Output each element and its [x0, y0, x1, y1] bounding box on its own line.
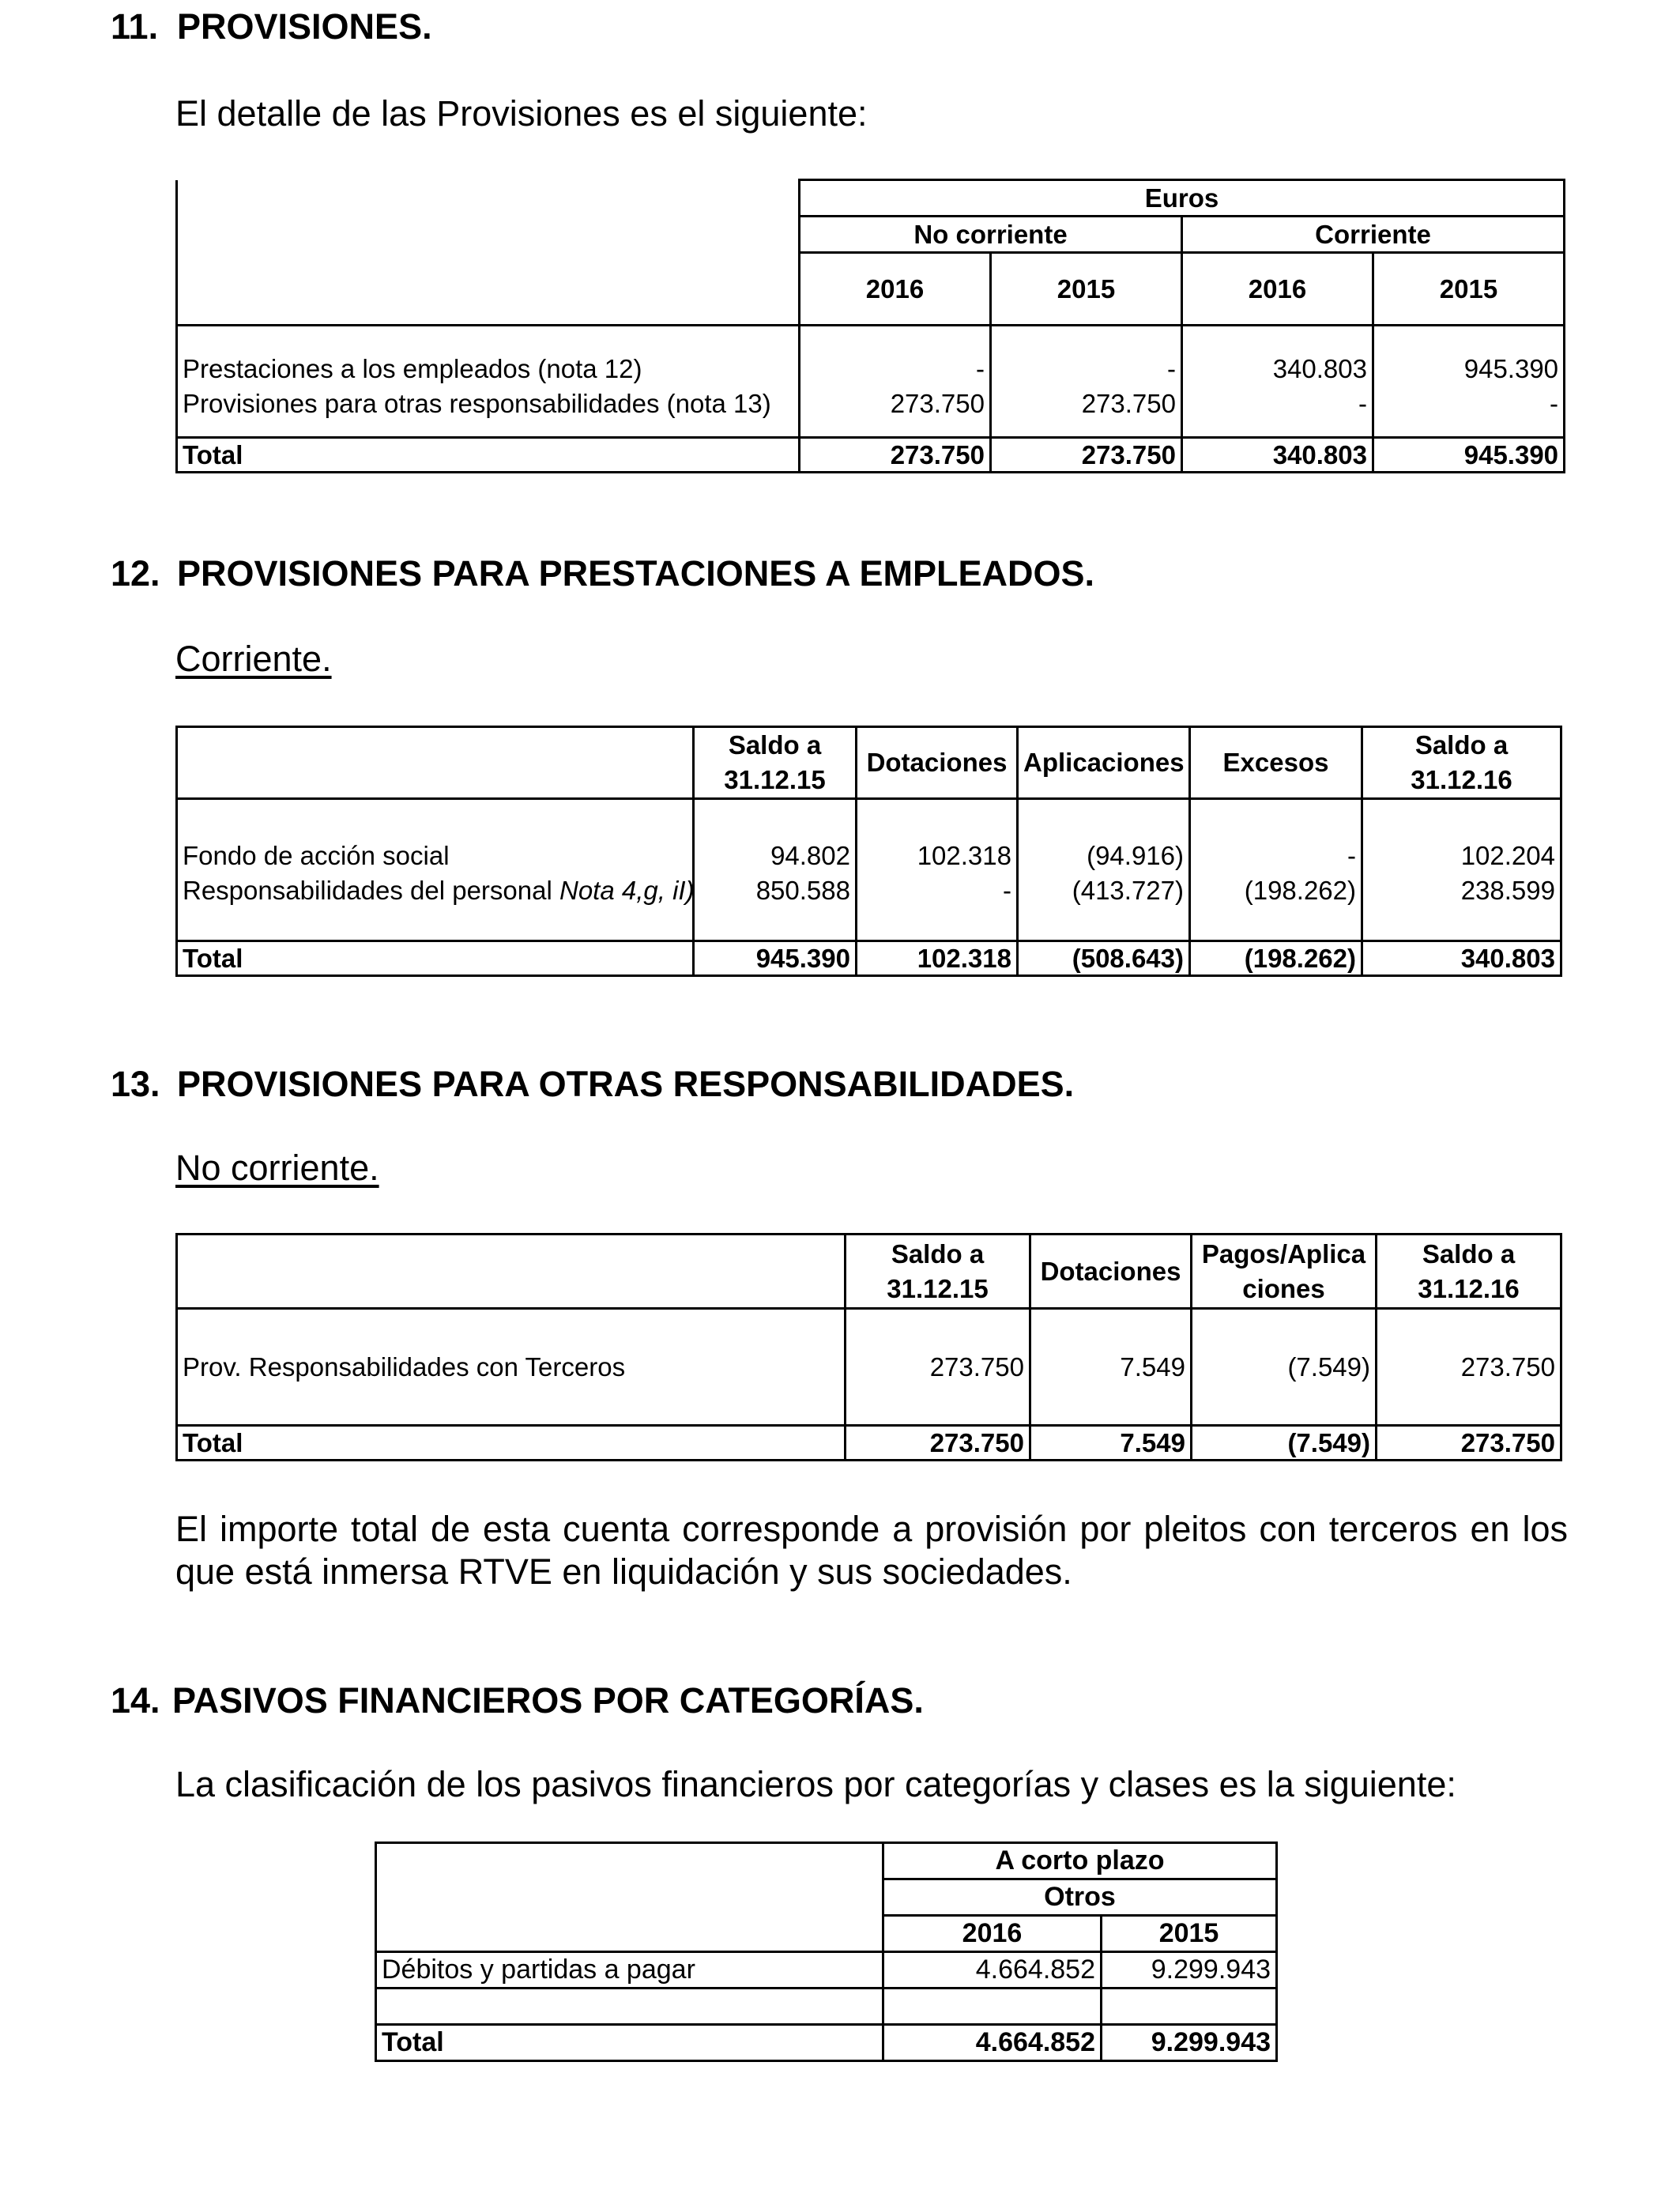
row-label: Prov. Responsabilidades con Terceros	[177, 1309, 846, 1426]
blank-row	[376, 1989, 1277, 2025]
section-13-heading	[111, 1064, 1074, 1105]
cell-value: 94.802	[770, 840, 850, 870]
header-blank	[376, 1843, 883, 1952]
cell-value: -	[1167, 353, 1176, 383]
year-header: 2015	[991, 253, 1182, 326]
section-number: 14.	[111, 1680, 160, 1721]
total-value: (7.549)	[1192, 1426, 1377, 1461]
year-header: 2016	[883, 1916, 1102, 1952]
total-row	[177, 941, 1561, 976]
cell-value: 238.599	[1460, 875, 1555, 905]
total-value: (508.643)	[1018, 941, 1190, 976]
cell-value: 273.750	[890, 388, 985, 418]
total-value: 273.750	[800, 438, 991, 473]
excesos-header: Excesos	[1190, 727, 1362, 799]
cell-value: 7.549	[1030, 1309, 1192, 1426]
section-12-heading	[111, 553, 1094, 594]
dotaciones-header: Dotaciones	[1030, 1235, 1192, 1309]
total-label: Total	[376, 2025, 883, 2061]
note-reference: Nota 4,g, iI)	[559, 875, 695, 905]
total-value: 4.664.852	[883, 2025, 1102, 2061]
total-value: (198.262)	[1190, 941, 1362, 976]
row-label: Responsabilidades del personal Nota 4,g, iI)	[183, 875, 695, 905]
cell-value: -	[1550, 388, 1559, 418]
section-13-subtitle: No corriente.	[175, 1148, 379, 1188]
section-11-heading	[111, 6, 432, 47]
section-number: 12.	[111, 553, 160, 594]
employee-provisions-table	[175, 726, 1562, 977]
total-value: 273.750	[1377, 1426, 1561, 1461]
section-number: 11.	[111, 6, 159, 47]
table-body	[177, 326, 1565, 438]
total-label: Total	[177, 438, 800, 473]
total-label: Total	[177, 1426, 846, 1461]
class-header: Otros	[883, 1879, 1277, 1916]
section-number: 13.	[111, 1064, 160, 1104]
section-title: PASIVOS FINANCIEROS POR CATEGORÍAS.	[172, 1680, 924, 1721]
aplicaciones-header: Aplicaciones	[1018, 727, 1190, 799]
total-row	[177, 1426, 1561, 1461]
total-value: 273.750	[991, 438, 1182, 473]
cell-value: (7.549)	[1192, 1309, 1377, 1426]
cell-value: 273.750	[846, 1309, 1030, 1426]
total-row	[376, 2025, 1277, 2061]
saldo-header: Saldo a 31.12.15	[694, 727, 857, 799]
pagos-header: Pagos/Aplica ciones	[1192, 1235, 1377, 1309]
term-header: A corto plazo	[883, 1843, 1277, 1879]
saldo-header: Saldo a 31.12.16	[1377, 1235, 1561, 1309]
cell-value: (198.262)	[1244, 875, 1356, 905]
cell-value: (94.916)	[1087, 840, 1184, 870]
noncurrent-header: No corriente	[800, 217, 1182, 253]
section-title: PROVISIONES.	[177, 6, 432, 47]
total-value: 9.299.943	[1102, 2025, 1277, 2061]
cell-value: 340.803	[1272, 353, 1367, 383]
total-value: 945.390	[1373, 438, 1565, 473]
current-header: Corriente	[1182, 217, 1565, 253]
cell-value: 9.299.943	[1102, 1952, 1277, 1989]
currency-header: Euros	[800, 180, 1565, 217]
table-body	[177, 799, 1561, 941]
table-row	[376, 1952, 1277, 1989]
section-11-intro: El detalle de las Provisiones es el siguiente:	[175, 93, 868, 134]
total-value: 102.318	[857, 941, 1018, 976]
dotaciones-header: Dotaciones	[857, 727, 1018, 799]
total-value: 340.803	[1362, 941, 1561, 976]
section-12-subtitle: Corriente.	[175, 639, 332, 679]
header-blank	[177, 727, 694, 799]
section-13-note: El importe total de esta cuenta corresponde a provisión por pleitos con terceros en los que está inmersa RTVE en liquidación y sus sociedades.	[175, 1509, 1568, 1592]
section-14-intro: La clasificación de los pasivos financieros por categorías y clases es la siguiente:	[175, 1764, 1456, 1804]
year-header: 2015	[1102, 1916, 1277, 1952]
row-label: Prestaciones a los empleados (nota 12)	[183, 353, 642, 383]
other-provisions-table	[175, 1233, 1562, 1461]
row-label: Provisiones para otras responsabilidades (nota 13)	[183, 388, 771, 418]
saldo-header: Saldo a 31.12.15	[846, 1235, 1030, 1309]
total-value: 7.549	[1030, 1426, 1192, 1461]
financial-liabilities-table	[375, 1842, 1278, 2062]
provisions-table	[175, 179, 1565, 473]
total-label: Total	[177, 941, 694, 976]
cell-value: -	[976, 353, 985, 383]
section-14-heading	[111, 1680, 924, 1721]
cell-value: -	[1003, 875, 1011, 905]
total-row	[177, 438, 1565, 473]
row-label: Fondo de acción social	[183, 840, 450, 870]
year-header: 2016	[1182, 253, 1373, 326]
cell-value: 102.204	[1460, 840, 1555, 870]
cell-value: 102.318	[917, 840, 1011, 870]
total-value: 340.803	[1182, 438, 1373, 473]
cell-value: -	[1347, 840, 1356, 870]
total-value: 273.750	[846, 1426, 1030, 1461]
cell-value: 273.750	[1377, 1309, 1561, 1426]
total-value: 945.390	[694, 941, 857, 976]
row-label: Débitos y partidas a pagar	[376, 1952, 883, 1989]
year-header: 2016	[800, 253, 991, 326]
cell-value: -	[1358, 388, 1367, 418]
table-row	[177, 1309, 1561, 1426]
cell-value: 850.588	[755, 875, 850, 905]
saldo-header: Saldo a 31.12.16	[1362, 727, 1561, 799]
header-blank	[177, 180, 800, 326]
year-header: 2015	[1373, 253, 1565, 326]
cell-value: 945.390	[1463, 353, 1559, 383]
cell-value: (413.727)	[1072, 875, 1184, 905]
section-title: PROVISIONES PARA OTRAS RESPONSABILIDADES.	[177, 1064, 1075, 1104]
section-title: PROVISIONES PARA PRESTACIONES A EMPLEADOS.	[177, 553, 1094, 594]
cell-value: 4.664.852	[883, 1952, 1102, 1989]
header-blank	[177, 1235, 846, 1309]
cell-value: 273.750	[1081, 388, 1176, 418]
